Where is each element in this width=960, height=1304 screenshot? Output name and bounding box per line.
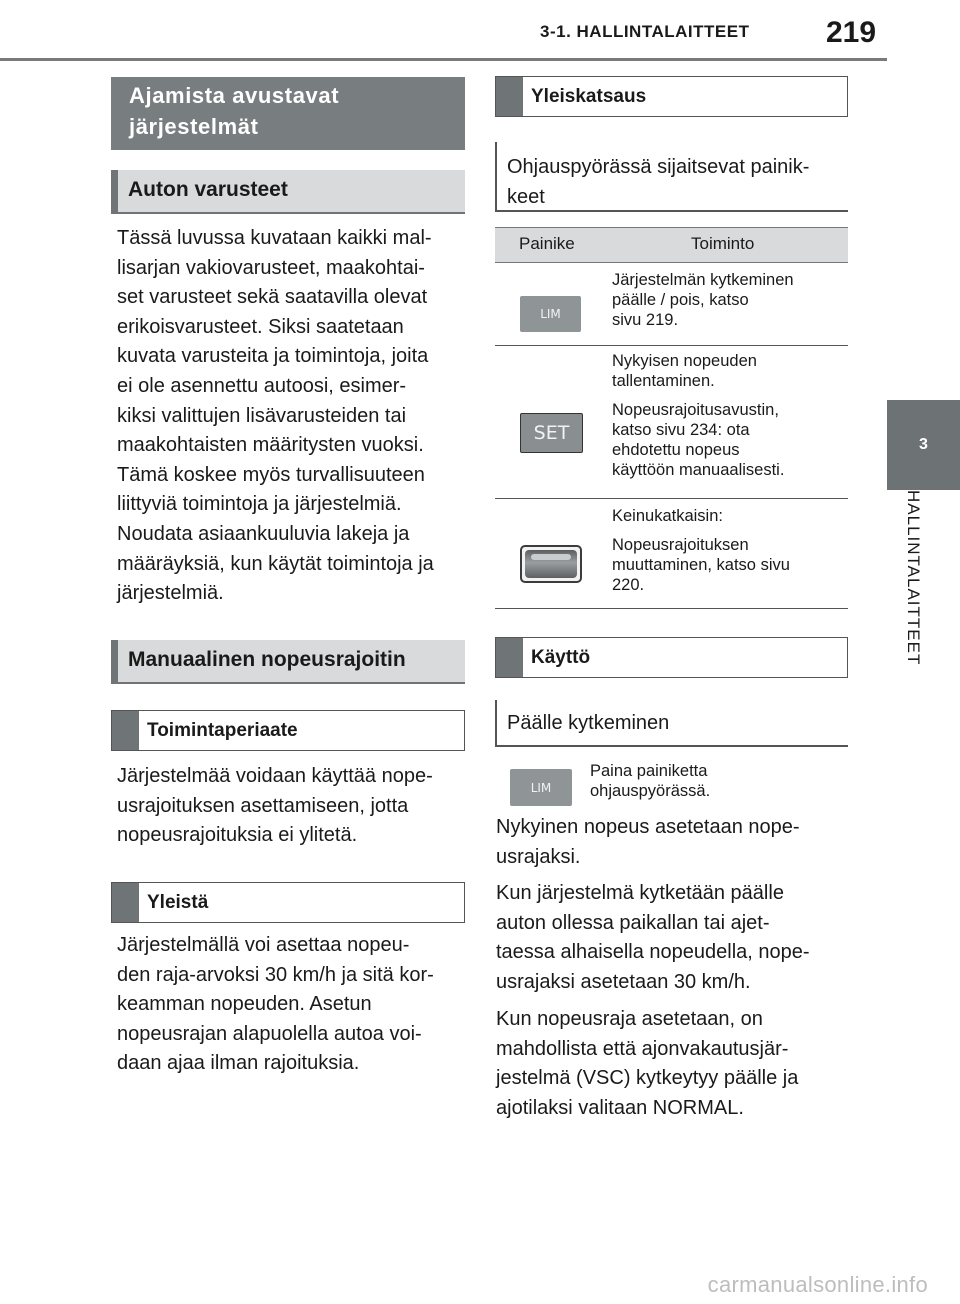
- text-line: usrajaksi.: [496, 845, 581, 868]
- text-line: Tämä koskee myös turvallisuuteen: [117, 463, 425, 486]
- cell-line: muuttaminen, katso sivu: [612, 556, 790, 574]
- rocker-switch-icon: [520, 545, 582, 583]
- header-rule: [0, 58, 887, 61]
- cell-line: päälle / pois, katso: [612, 291, 749, 309]
- column-button: Painike: [519, 234, 575, 253]
- buttons-heading: [495, 142, 848, 212]
- text-line: liittyviä toimintoja ja järjestelmiä.: [117, 493, 402, 516]
- usage-text-1: [496, 813, 848, 872]
- usage-heading: [495, 637, 848, 678]
- row-divider: [495, 498, 848, 499]
- principle-text: [117, 762, 467, 851]
- text-line: Tässä luvussa kuvataan kaikki mal-: [117, 227, 432, 249]
- heading-marker: [112, 711, 139, 750]
- text-line: lisarjan vakiovarusteet, maakohtai-: [117, 256, 425, 279]
- row-divider: [495, 608, 848, 609]
- text-line: Paina painiketta: [590, 762, 708, 780]
- text-line: mahdollista että ajonvakautusjär-: [496, 1037, 789, 1060]
- cell-line: tallentaminen.: [612, 372, 715, 390]
- general-text: [117, 931, 467, 1079]
- table-header: [495, 227, 848, 263]
- general-heading-text: Yleistä: [147, 891, 209, 913]
- overview-heading: [495, 76, 848, 117]
- text-line: maakohtaisten määritysten vuoksi.: [117, 434, 424, 457]
- cell-line: sivu 219.: [612, 311, 679, 329]
- text-line: nopeusrajan alapuolella autoa voi-: [117, 1022, 422, 1045]
- text-line: jestelmä (VSC) kytkeytyy päälle ja: [496, 1067, 799, 1090]
- limiter-heading: Manuaalinen nopeusrajoitin: [111, 640, 465, 684]
- text-line: auton ollessa paikallan tai ajet-: [496, 911, 770, 934]
- text-line: usrajaksi asetetaan 30 km/h.: [496, 970, 751, 993]
- cell-line: Keinukatkaisin:: [612, 507, 723, 525]
- switch-on-heading: Päälle kytkeminen: [495, 700, 848, 747]
- text-line: määräyksiä, kun käytät toimintoja ja: [117, 552, 434, 575]
- set-button-icon: SET: [520, 413, 583, 453]
- usage-text-2: [496, 879, 848, 997]
- text-line: Järjestelmällä voi asettaa nopeu-: [117, 934, 410, 956]
- text-line: usrajoituksen asettamiseen, jotta: [117, 794, 409, 817]
- cell-line: Nopeusrajoitusavustin,: [612, 401, 779, 419]
- text-line: den raja-arvoksi 30 km/h ja sitä kor-: [117, 963, 434, 986]
- table-row: [612, 270, 842, 330]
- text-line: Nykyinen nopeus asetetaan nope-: [496, 816, 800, 838]
- cell-line: 220.: [612, 576, 645, 594]
- principle-heading-text: Toimintaperiaate: [147, 719, 298, 741]
- text-line: set varusteet sekä saatavilla olevat: [117, 286, 428, 309]
- text-line: ohjauspyörässä.: [590, 782, 711, 800]
- cell-line: Järjestelmän kytkeminen: [612, 271, 794, 289]
- equipment-text: [117, 224, 467, 609]
- text-line: nopeusrajoituksia ei ylitetä.: [117, 824, 358, 847]
- text-line: erikoisvarusteet. Siksi saatetaan: [117, 315, 404, 338]
- lim-button-icon: LIM: [510, 769, 572, 806]
- heading-marker: [112, 883, 139, 922]
- text-line: taessa alhaisella nopeudella, nope-: [496, 941, 810, 964]
- principle-heading: [111, 710, 465, 751]
- cell-line: käyttöön manuaalisesti.: [612, 461, 785, 479]
- row-divider: [495, 345, 848, 346]
- text-line: ei ole asennettu autoosi, esimer-: [117, 374, 407, 397]
- overview-heading-text: Yleiskatsaus: [531, 85, 647, 107]
- heading-marker: [496, 77, 523, 116]
- usage-text-3: [496, 1005, 848, 1123]
- text-line: Kun järjestelmä kytketään päälle: [496, 882, 784, 904]
- text-line: järjestelmiä.: [117, 582, 224, 605]
- chapter-label: HALLINTALAITTEET: [904, 490, 923, 666]
- equipment-heading: Auton varusteet: [111, 170, 465, 214]
- general-heading: [111, 882, 465, 923]
- text-line: Järjestelmää voidaan käyttää nope-: [117, 765, 433, 787]
- cell-line: Nykyisen nopeuden: [612, 352, 757, 370]
- table-row: [612, 351, 842, 480]
- heading-line: Ohjauspyörässä sijaitsevat painik-: [507, 156, 810, 178]
- text-line: Noudata asiaankuuluvia lakeja ja: [117, 522, 410, 545]
- text-line: kiksi valittujen lisävarusteiden tai: [117, 404, 407, 427]
- cell-line: katso sivu 234: ota: [612, 421, 750, 439]
- heading-line: keet: [507, 186, 545, 208]
- main-heading-line: järjestelmät: [129, 114, 259, 139]
- column-function: Toiminto: [691, 234, 755, 253]
- cell-line: ehdotettu nopeus: [612, 441, 740, 459]
- text-line: keamman nopeuden. Asetun: [117, 993, 372, 1016]
- usage-heading-text: Käyttö: [531, 646, 591, 668]
- section-title: 3-1. HALLINTALAITTEET: [540, 22, 750, 41]
- press-instruction: [590, 761, 710, 801]
- main-heading: [111, 77, 465, 150]
- chapter-tab[interactable]: 3: [887, 400, 960, 490]
- table-row: [612, 506, 842, 595]
- page-number: 219: [826, 16, 877, 49]
- watermark: carmanualsonline.info: [707, 1272, 928, 1297]
- main-heading-line: Ajamista avustavat: [129, 83, 340, 108]
- text-line: ajotilaksi valitaan NORMAL.: [496, 1096, 744, 1119]
- lim-button-icon: LIM: [520, 296, 581, 332]
- cell-line: Nopeusrajoituksen: [612, 536, 749, 554]
- text-line: Kun nopeusraja asetetaan, on: [496, 1008, 763, 1030]
- text-line: kuvata varusteita ja toimintoja, joita: [117, 345, 429, 368]
- heading-marker: [496, 638, 523, 677]
- text-line: daan ajaa ilman rajoituksia.: [117, 1052, 360, 1075]
